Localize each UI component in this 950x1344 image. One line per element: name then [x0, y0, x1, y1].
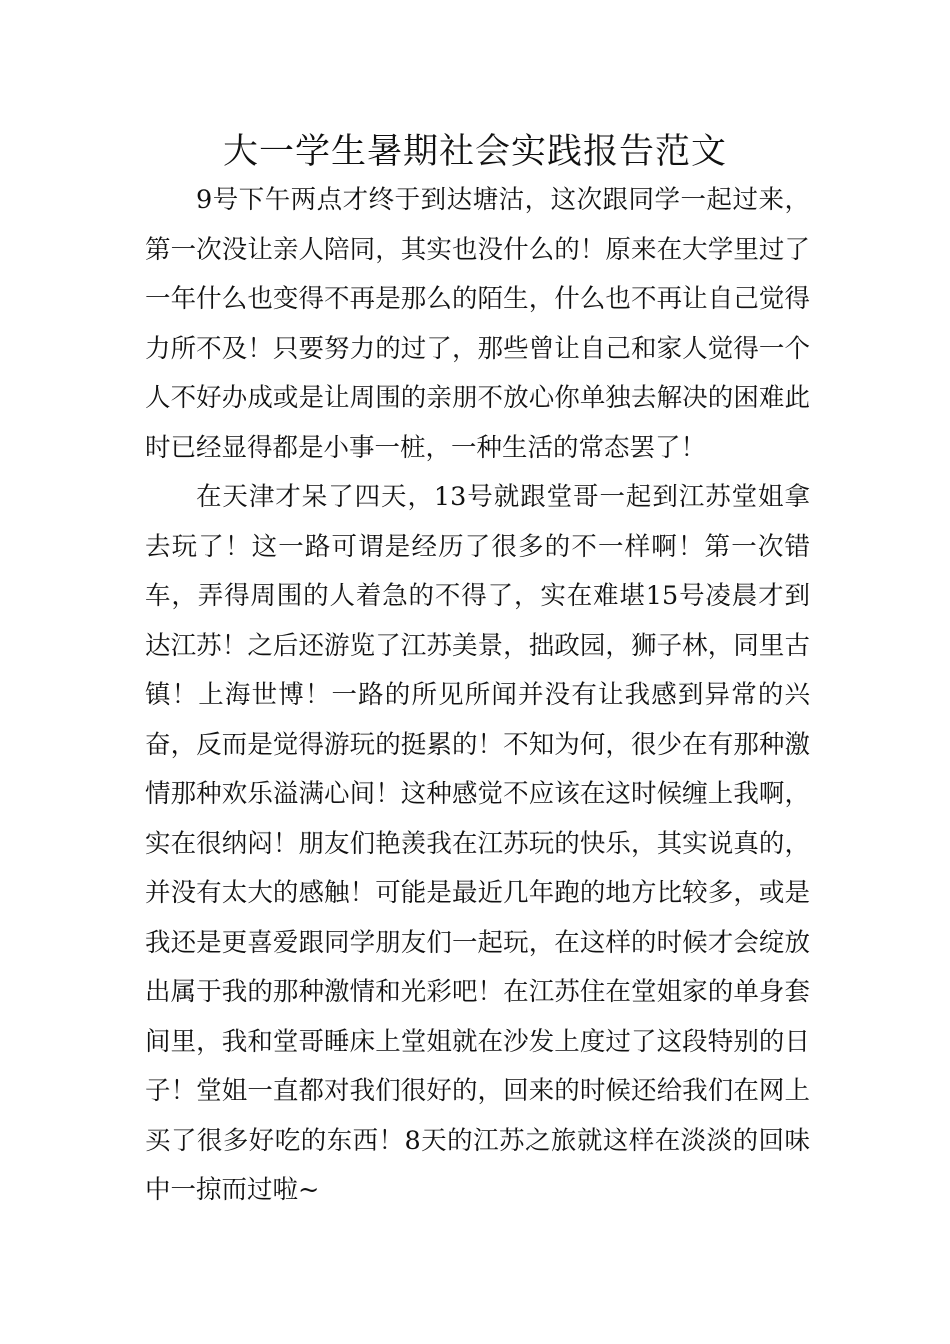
- document-body: [145, 176, 810, 1216]
- paragraph-1: 9号下午两点才终于到达塘沽，这次跟同学一起过来，第一次没让亲人陪同，其实也没什么的！原来在大学里过了一年什么也变得不再是那么的陌生，什么也不再让自己觉得力所不及！只要努力的过了，那些曾让自己和家人觉得一个人不好办成或是让周围的亲朋不放心你单独去解决的困难此时已经显得都是小事一桩，一种生活的常态罢了！: [145, 185, 810, 463]
- document-title: 大一学生暑期社会实践报告范文: [222, 132, 727, 172]
- paragraph-2: 在天津才呆了四天，13号就跟堂哥一起到江苏堂姐拿去玩了！这一路可谓是经历了很多的不一样啊！第一次错车，弄得周围的人着急的不得了，实在难堪15号凌晨才到达江苏！之后还游览了江苏美景，拙政园，狮子林，同里古镇！上海世博！一路的所见所闻并没有让我感到异常的兴奋，反而是觉得游玩的挺累的！不知为何，很少在有那种激情那种欢乐溢满心间！这种感觉不应该在这时候缠上我啊，实在很纳闷！朋友们艳羡我在江苏玩的快乐，其实说真的，并没有太大的感触！可能是最近几年跑的地方比较多，或是我还是更喜爱跟同学朋友们一起玩，在这样的时候才会绽放出属于我的那种激情和光彩吧！在江苏住在堂姐家的单身套间里，我和堂哥睡床上堂姐就在沙发上度过了这段特别的日子！堂姐一直都对我们很好的，回来的时候还给我们在网上买了很多好吃的东西！8天的江苏之旅就这样在淡淡的回味中一掠而过啦~: [145, 482, 810, 1205]
